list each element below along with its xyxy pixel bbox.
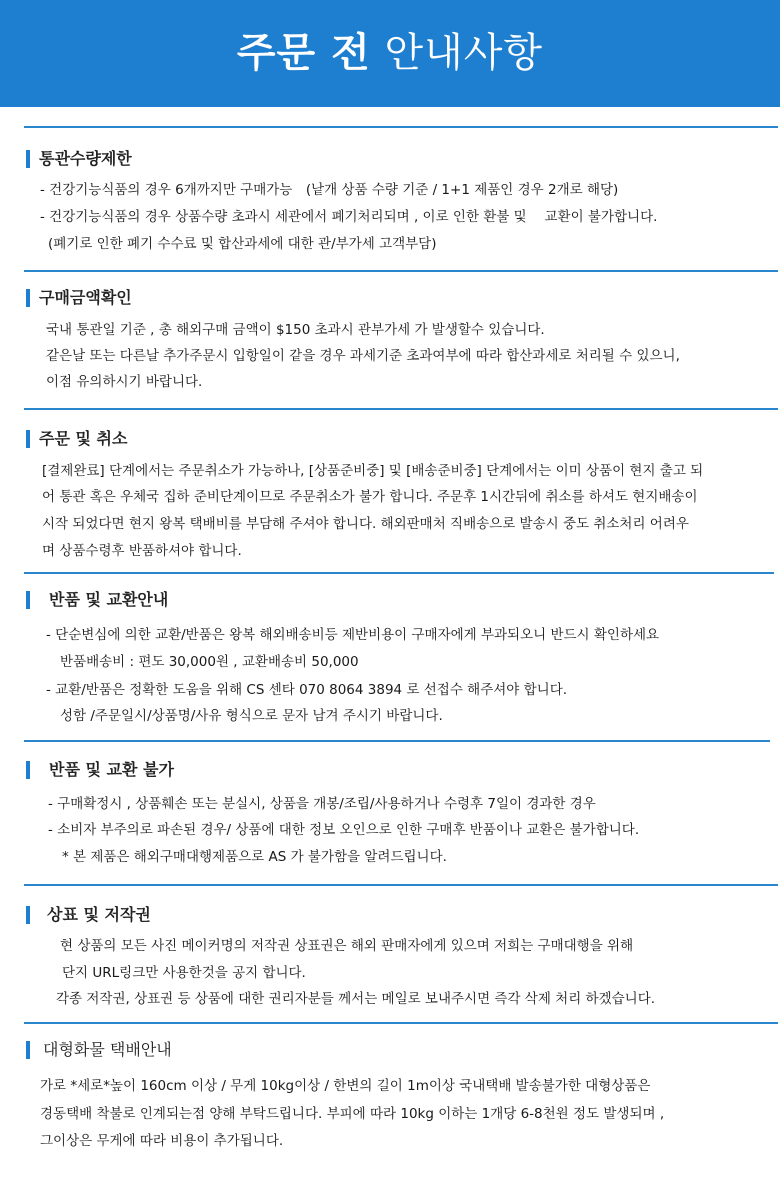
heading-label: 상표 및 저작권 [47, 905, 151, 924]
heading-label: 반품 및 교환안내 [49, 590, 169, 609]
text-line: - 단순변심에 의한 교환/반품은 왕복 해외배송비등 제반비용이 구매자에게 부과되오니 반드시 확인하세요 [46, 627, 660, 643]
text-line: - 교환/반품은 정확한 도움을 위해 CS 센타 070 8064 3894 로 선접수 해주셔야 합니다. [46, 682, 568, 698]
text-line: 성함 /주문일시/상품명/사유 형식으로 문자 남겨 주시기 바랍니다. [60, 708, 443, 724]
section-heading-customs-limit [26, 148, 132, 170]
section-heading-large-cargo [26, 1039, 172, 1061]
section-divider [24, 408, 778, 410]
text-line: 현 상품의 모든 사진 메이커명의 저작권 상표권은 해외 판매자에게 있으며 저희는 구매대행을 위해 [60, 938, 634, 954]
text-line: - 구매확정시 , 상품훼손 또는 분실시, 상품을 개봉/조립/사용하거나 수령후 7일이 경과한 경우 [48, 796, 596, 812]
section-heading-trademark-copyright [26, 904, 151, 926]
heading-bar [26, 906, 30, 924]
text-line: 시작 되었다면 현지 왕복 택배비를 부담해 주셔야 합니다. 해외판매처 직배송으로 발송시 중도 취소처리 어려우 [42, 516, 689, 532]
text-line: 며 상품수령후 반품하셔야 합니다. [42, 543, 242, 559]
text-line: 경동택배 착불로 인계되는점 양해 부탁드립니다. 부피에 따라 10kg 이하는 1개당 6-8천원 정도 발생되며 , [40, 1106, 665, 1122]
heading-bar [26, 591, 30, 609]
section-heading-no-return [26, 759, 174, 781]
text-line: - 소비자 부주의로 파손된 경우/ 상품에 대한 정보 오인으로 인한 구매후 반품이나 교환은 불가합니다. [48, 822, 640, 838]
section-divider [24, 1022, 778, 1024]
header-title-light: 안내사항 [384, 30, 544, 76]
text-line: 반품배송비 : 편도 30,000원 , 교환배송비 50,000 [60, 654, 359, 670]
heading-label: 대형화물 택배안내 [43, 1040, 172, 1059]
text-line: 단지 URL링크만 사용한것을 공지 합니다. [62, 965, 306, 981]
heading-label: 반품 및 교환 불가 [49, 760, 174, 779]
heading-bar [26, 1041, 30, 1059]
section-divider [24, 740, 770, 742]
text-line: * 본 제품은 해외구매대행제품으로 AS 가 불가함을 알려드립니다. [62, 849, 447, 865]
section-divider [24, 884, 778, 886]
header-title-bold: 주문 전 [236, 30, 371, 76]
section-heading-return-exchange [26, 589, 168, 611]
text-line: 가로 *세로*높이 160cm 이상 / 무게 10kg이상 / 한변의 길이 1m이상 국내택배 발송불가한 대형상품은 [40, 1078, 651, 1094]
heading-label: 구매금액확인 [39, 288, 132, 307]
section-heading-purchase-amount [26, 287, 132, 309]
section-divider [24, 572, 774, 574]
heading-bar [26, 430, 30, 448]
heading-label: 통관수량제한 [39, 149, 132, 168]
text-line: 각종 저작권, 상표권 등 상품에 대한 권리자분들 께서는 메일로 보내주시면 즉각 삭제 처리 하겠습니다. [56, 991, 656, 1007]
section-heading-order-cancel [26, 428, 127, 450]
page-header [0, 0, 780, 107]
text-line: - 건강기능식품의 경우 상품수량 초과시 세관에서 폐기처리되며 , 이로 인한 환불 및 교환이 불가합니다. [40, 209, 658, 225]
text-line: 같은날 또는 다른날 추가주문시 입항일이 같을 경우 과세기준 초과여부에 따라 합산과세로 처리될 수 있으니, [46, 348, 680, 364]
heading-bar [26, 761, 30, 779]
text-line: [결제완료] 단계에서는 주문취소가 가능하나, [상품준비중] 및 [배송준비중] 단계에서는 이미 상품이 현지 출고 되 [42, 463, 704, 479]
text-line: - 건강기능식품의 경우 6개까지만 구매가능 (낱개 상품 수량 기준 / 1+1 제품인 경우 2개로 해당) [40, 182, 619, 198]
section-divider [24, 270, 778, 272]
heading-bar [26, 150, 30, 168]
heading-bar [26, 289, 30, 307]
text-line: (폐기로 인한 폐기 수수료 및 합산과세에 대한 관/부가세 고객부담) [48, 236, 437, 252]
text-line: 어 통관 혹은 우체국 집하 준비단계이므로 주문취소가 불가 합니다. 주문후 1시간뒤에 취소를 하셔도 현지배송이 [42, 489, 698, 505]
text-line: 이점 유의하시기 바랍니다. [46, 374, 203, 390]
section-divider [24, 126, 778, 128]
text-line: 국내 통관일 기준 , 총 해외구매 금액이 $150 초과시 관부가세 가 발생할수 있습니다. [46, 322, 545, 338]
text-line: 그이상은 무게에 따라 비용이 추가됩니다. [40, 1133, 284, 1149]
heading-label: 주문 및 취소 [39, 429, 128, 448]
